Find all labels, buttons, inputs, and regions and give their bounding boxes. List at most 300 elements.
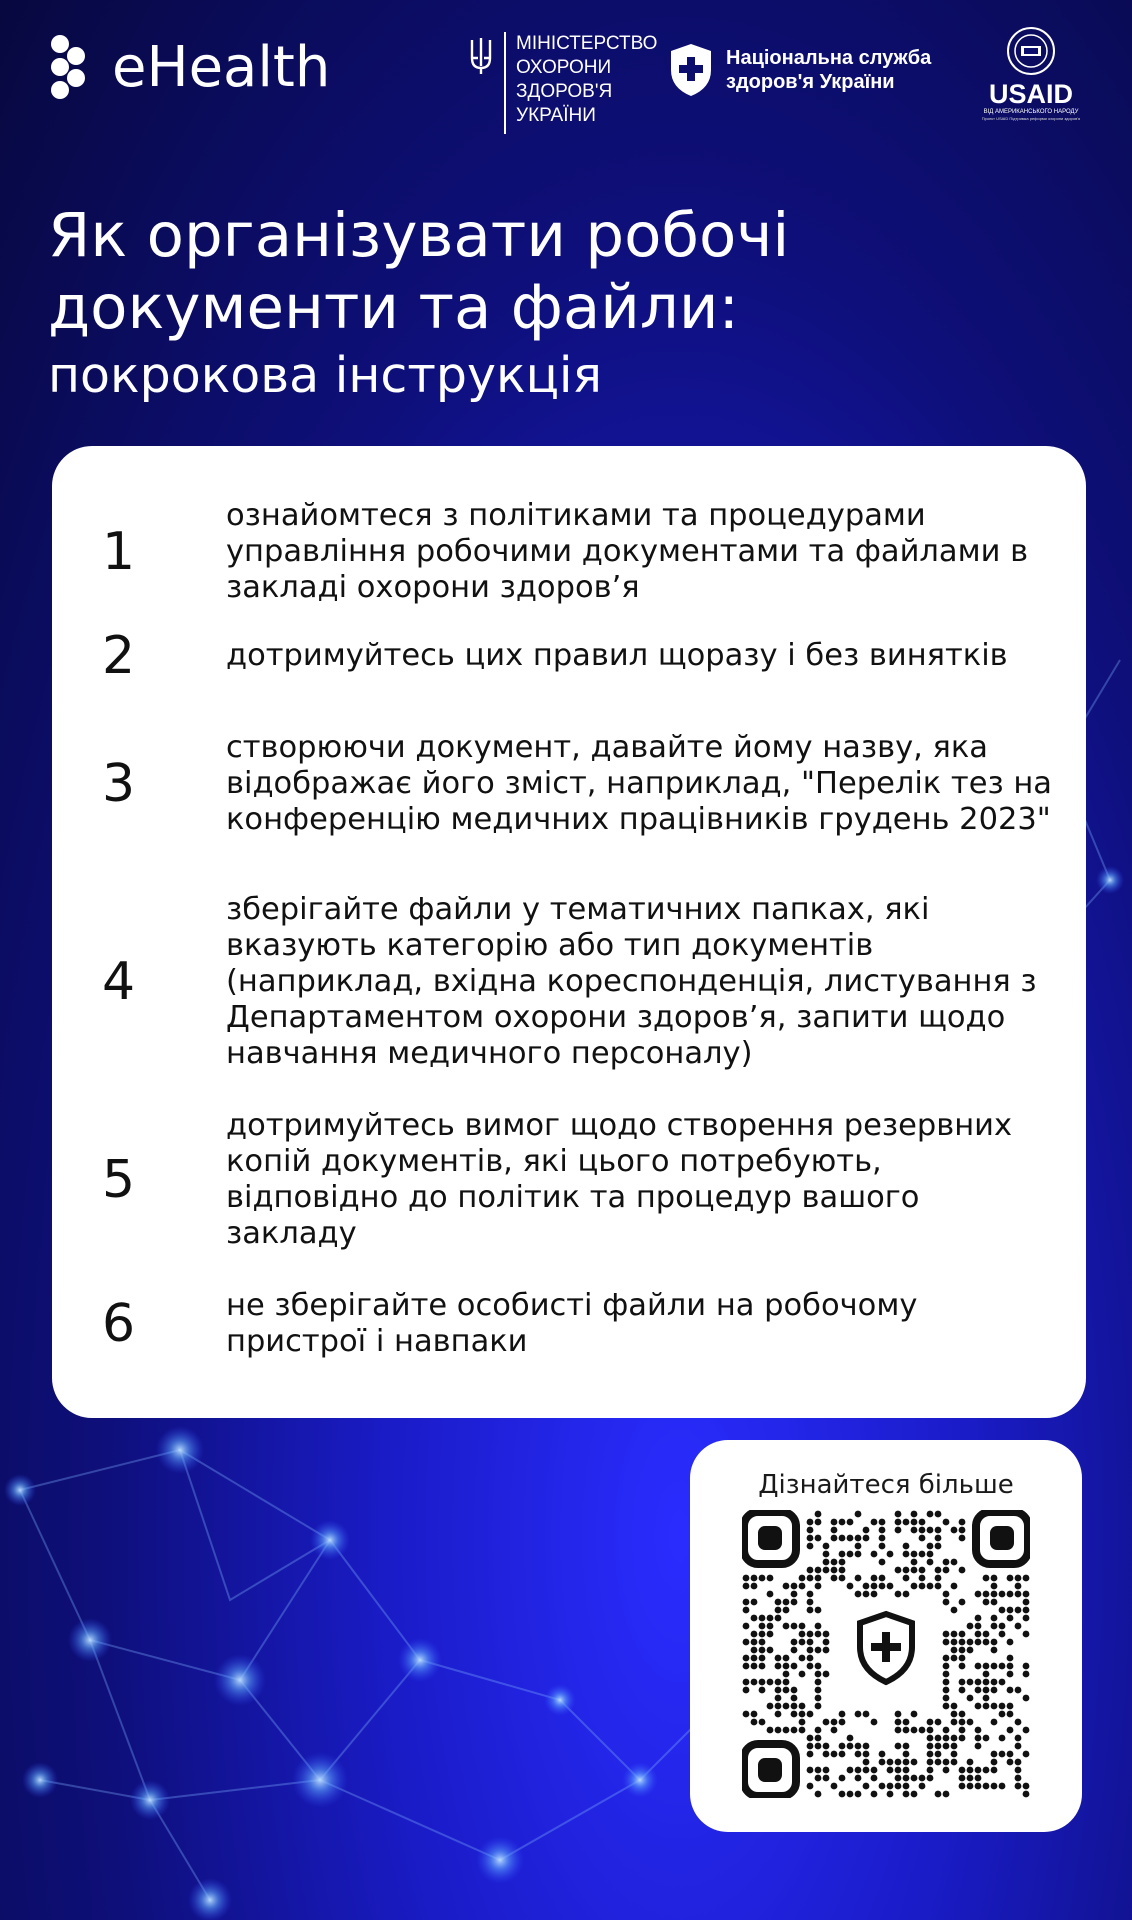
qr-module	[751, 1631, 758, 1638]
qr-module	[815, 1679, 822, 1686]
qr-module	[911, 1711, 918, 1718]
qr-module	[991, 1759, 998, 1766]
qr-module	[871, 1575, 878, 1582]
ministry-text	[516, 32, 657, 128]
qr-module	[831, 1519, 838, 1526]
qr-module	[951, 1735, 958, 1742]
qr-module	[903, 1759, 910, 1766]
qr-module	[903, 1543, 910, 1550]
qr-module	[871, 1791, 878, 1798]
usaid-text: USAID	[988, 79, 1073, 109]
qr-module	[951, 1527, 958, 1534]
qr-module	[775, 1607, 782, 1614]
qr-module	[983, 1735, 990, 1742]
qr-module	[783, 1703, 790, 1710]
qr-module	[855, 1751, 862, 1758]
qr-module	[863, 1535, 870, 1542]
qr-module	[887, 1551, 894, 1558]
qr-finder-core	[758, 1526, 782, 1550]
qr-module	[807, 1711, 814, 1718]
qr-module	[935, 1735, 942, 1742]
qr-module	[943, 1519, 950, 1526]
qr-module	[983, 1687, 990, 1694]
qr-module	[895, 1783, 902, 1790]
step-text: дотримуйтесь цих правил щоразу і без винятків	[226, 638, 1008, 673]
qr-module	[823, 1639, 830, 1646]
qr-module	[959, 1687, 966, 1694]
qr-module	[935, 1743, 942, 1750]
qr-module	[943, 1735, 950, 1742]
qr-module	[751, 1655, 758, 1662]
qr-module	[767, 1575, 774, 1582]
qr-module	[983, 1695, 990, 1702]
qr-code[interactable]	[742, 1510, 1030, 1798]
qr-module	[879, 1759, 886, 1766]
qr-module	[823, 1775, 830, 1782]
qr-module	[943, 1655, 950, 1662]
qr-module	[743, 1575, 750, 1582]
qr-module	[799, 1575, 806, 1582]
nszu-line: Національна служба	[726, 47, 932, 69]
qr-module	[943, 1695, 950, 1702]
qr-module	[991, 1783, 998, 1790]
qr-module	[807, 1591, 814, 1598]
qr-module	[807, 1655, 814, 1662]
qr-module	[855, 1591, 862, 1598]
qr-module	[975, 1687, 982, 1694]
qr-module	[935, 1567, 942, 1574]
title-line-2: документи та файли:	[48, 272, 740, 343]
qr-module	[895, 1775, 902, 1782]
qr-module	[975, 1615, 982, 1622]
qr-module	[871, 1719, 878, 1726]
qr-module	[959, 1783, 966, 1790]
qr-module	[887, 1783, 894, 1790]
qr-module	[983, 1631, 990, 1638]
qr-module	[1007, 1615, 1014, 1622]
qr-module	[815, 1607, 822, 1614]
qr-module	[975, 1775, 982, 1782]
qr-module	[911, 1567, 918, 1574]
qr-module	[839, 1719, 846, 1726]
qr-module	[1015, 1583, 1022, 1590]
qr-module	[1015, 1743, 1022, 1750]
qr-module	[783, 1727, 790, 1734]
qr-module	[943, 1591, 950, 1598]
qr-module	[791, 1727, 798, 1734]
qr-module	[983, 1663, 990, 1670]
qr-module	[1007, 1703, 1014, 1710]
qr-module	[919, 1775, 926, 1782]
ministry-line: ОХОРОНИ	[516, 57, 612, 78]
qr-module	[935, 1719, 942, 1726]
qr-module	[791, 1703, 798, 1710]
step-number: 4	[102, 952, 136, 1012]
qr-module	[959, 1631, 966, 1638]
qr-module	[799, 1639, 806, 1646]
qr-module	[807, 1639, 814, 1646]
header	[0, 0, 1132, 150]
qr-module	[1015, 1607, 1022, 1614]
qr-module	[1007, 1639, 1014, 1646]
qr-module	[815, 1663, 822, 1670]
qr-module	[871, 1775, 878, 1782]
qr-module	[927, 1775, 934, 1782]
qr-module	[791, 1687, 798, 1694]
qr-module	[919, 1535, 926, 1542]
qr-module	[823, 1551, 830, 1558]
qr-module	[775, 1727, 782, 1734]
usaid-logo	[976, 26, 1086, 122]
qr-module	[807, 1535, 814, 1542]
steps-card	[52, 446, 1086, 1418]
qr-module	[863, 1743, 870, 1750]
qr-module	[895, 1527, 902, 1534]
qr-module	[903, 1727, 910, 1734]
qr-module	[1023, 1663, 1030, 1670]
qr-module	[815, 1767, 822, 1774]
qr-module	[871, 1591, 878, 1598]
qr-module	[919, 1527, 926, 1534]
qr-module	[855, 1791, 862, 1798]
qr-module	[951, 1559, 958, 1566]
qr-module	[991, 1703, 998, 1710]
qr-module	[943, 1639, 950, 1646]
qr-module	[815, 1535, 822, 1542]
qr-module	[839, 1567, 846, 1574]
qr-finder-core	[758, 1758, 782, 1782]
qr-module	[743, 1623, 750, 1630]
qr-module	[935, 1751, 942, 1758]
qr-module	[951, 1647, 958, 1654]
qr-module	[799, 1671, 806, 1678]
qr-module	[807, 1647, 814, 1654]
step-item	[52, 1108, 1086, 1252]
qr-module	[999, 1663, 1006, 1670]
qr-module	[799, 1623, 806, 1630]
qr-module	[967, 1639, 974, 1646]
qr-module	[863, 1759, 870, 1766]
step-text: зберігайте файли у тематичних папках, які вказують категорію або тип документів (наприклад, вхідна кореспонденція, листування з Департаментом охорони здоров’я, запити щодо навчання медичного персоналу)	[226, 892, 1037, 1071]
qr-module	[807, 1783, 814, 1790]
qr-module	[887, 1759, 894, 1766]
qr-module	[911, 1583, 918, 1590]
qr-module	[823, 1567, 830, 1574]
qr-module	[815, 1695, 822, 1702]
qr-module	[895, 1767, 902, 1774]
qr-module	[783, 1583, 790, 1590]
qr-module	[839, 1751, 846, 1758]
qr-module	[903, 1751, 910, 1758]
qr-module	[927, 1735, 934, 1742]
qr-module	[951, 1639, 958, 1646]
qr-module	[751, 1679, 758, 1686]
qr-module	[927, 1719, 934, 1726]
qr-module	[807, 1519, 814, 1526]
qr-module	[767, 1591, 774, 1598]
qr-module	[775, 1679, 782, 1686]
qr-module	[775, 1599, 782, 1606]
nszu-line: здоров'я України	[726, 71, 895, 93]
qr-module	[791, 1647, 798, 1654]
qr-module	[991, 1591, 998, 1598]
nszu-logo	[668, 42, 931, 98]
qr-module	[911, 1791, 918, 1798]
qr-module	[911, 1527, 918, 1534]
qr-module	[823, 1631, 830, 1638]
step-item	[52, 712, 1086, 856]
qr-module	[767, 1631, 774, 1638]
qr-module	[823, 1559, 830, 1566]
qr-module	[855, 1575, 862, 1582]
qr-module	[751, 1639, 758, 1646]
qr-module	[975, 1767, 982, 1774]
qr-module	[823, 1671, 830, 1678]
qr-module	[775, 1711, 782, 1718]
qr-module	[879, 1527, 886, 1534]
ministry-line: МІНІСТЕРСТВО	[516, 33, 658, 54]
qr-module	[855, 1551, 862, 1558]
shield-plus-icon	[668, 42, 714, 98]
qr-module	[1007, 1671, 1014, 1678]
qr-module	[871, 1551, 878, 1558]
qr-module	[895, 1719, 902, 1726]
qr-module	[903, 1783, 910, 1790]
qr-module	[823, 1767, 830, 1774]
qr-module	[839, 1711, 846, 1718]
qr-module	[895, 1511, 902, 1518]
qr-module	[943, 1663, 950, 1670]
ministry-line: УКРАЇНИ	[516, 105, 596, 126]
qr-module	[1015, 1759, 1022, 1766]
qr-module	[919, 1575, 926, 1582]
qr-module	[919, 1583, 926, 1590]
qr-module	[847, 1791, 854, 1798]
qr-module	[927, 1559, 934, 1566]
qr-module	[1007, 1591, 1014, 1598]
qr-module	[847, 1735, 854, 1742]
qr-module	[927, 1583, 934, 1590]
qr-module	[751, 1719, 758, 1726]
qr-module	[999, 1751, 1006, 1758]
qr-module	[975, 1743, 982, 1750]
qr-module	[991, 1679, 998, 1686]
qr-module	[911, 1519, 918, 1526]
qr-module	[807, 1567, 814, 1574]
qr-module	[1007, 1575, 1014, 1582]
qr-module	[855, 1743, 862, 1750]
qr-module	[847, 1767, 854, 1774]
qr-module	[839, 1551, 846, 1558]
qr-module	[743, 1663, 750, 1670]
qr-module	[959, 1599, 966, 1606]
qr-module	[1007, 1727, 1014, 1734]
qr-module	[903, 1591, 910, 1598]
qr-module	[1015, 1687, 1022, 1694]
qr-module	[783, 1687, 790, 1694]
qr-module	[967, 1767, 974, 1774]
qr-module	[951, 1703, 958, 1710]
qr-module	[799, 1727, 806, 1734]
step-text: дотримуйтесь вимог щодо створення резервних копій документів, які цього потребують, відповідно до політик та процедур вашого закладу	[226, 1108, 1013, 1251]
qr-module	[815, 1735, 822, 1742]
qr-module	[831, 1559, 838, 1566]
qr-module	[1007, 1687, 1014, 1694]
qr-module	[967, 1759, 974, 1766]
qr-module	[999, 1631, 1006, 1638]
qr-module	[895, 1591, 902, 1598]
qr-module	[767, 1647, 774, 1654]
qr-module	[1023, 1695, 1030, 1702]
qr-module	[823, 1751, 830, 1758]
qr-module	[991, 1583, 998, 1590]
page-title	[48, 200, 1088, 408]
qr-module	[943, 1727, 950, 1734]
qr-module	[879, 1583, 886, 1590]
qr-module	[903, 1575, 910, 1582]
qr-module	[855, 1535, 862, 1542]
qr-module	[879, 1559, 886, 1566]
qr-module	[911, 1551, 918, 1558]
qr-module	[831, 1535, 838, 1542]
qr-module	[951, 1631, 958, 1638]
qr-module	[1023, 1599, 1030, 1606]
qr-module	[1007, 1655, 1014, 1662]
qr-module	[1023, 1783, 1030, 1790]
qr-module	[967, 1647, 974, 1654]
qr-module	[807, 1743, 814, 1750]
qr-module	[863, 1527, 870, 1534]
qr-module	[903, 1767, 910, 1774]
qr-module	[831, 1527, 838, 1534]
qr-module	[879, 1519, 886, 1526]
title-subtitle: покрокова інструкція	[48, 347, 603, 404]
qr-module	[751, 1575, 758, 1582]
qr-module	[839, 1791, 846, 1798]
qr-module	[951, 1607, 958, 1614]
qr-module	[839, 1775, 846, 1782]
qr-module	[943, 1631, 950, 1638]
qr-module	[935, 1583, 942, 1590]
qr-module	[815, 1791, 822, 1798]
qr-module	[959, 1727, 966, 1734]
qr-module	[1015, 1591, 1022, 1598]
qr-module	[759, 1679, 766, 1686]
usaid-subtitle: ВІД АМЕРИКАНСЬКОГО НАРОДУ	[983, 109, 1079, 115]
qr-module	[791, 1599, 798, 1606]
qr-module	[903, 1719, 910, 1726]
qr-module	[815, 1631, 822, 1638]
qr-module	[751, 1615, 758, 1622]
qr-module	[927, 1551, 934, 1558]
qr-module	[863, 1711, 870, 1718]
qr-module	[815, 1687, 822, 1694]
qr-module	[815, 1575, 822, 1582]
qr-module	[791, 1663, 798, 1670]
qr-module	[799, 1583, 806, 1590]
qr-module	[1023, 1591, 1030, 1598]
qr-module	[967, 1719, 974, 1726]
qr-module	[991, 1719, 998, 1726]
qr-module	[951, 1711, 958, 1718]
nszu-text	[726, 46, 931, 94]
qr-module	[943, 1559, 950, 1566]
qr-module	[839, 1575, 846, 1582]
qr-module	[1023, 1607, 1030, 1614]
qr-module	[879, 1535, 886, 1542]
qr-module	[991, 1751, 998, 1758]
ehealth-logo-text: eHealth	[112, 34, 331, 100]
qr-module	[759, 1631, 766, 1638]
qr-module	[775, 1703, 782, 1710]
qr-module	[823, 1543, 830, 1550]
step-text: не зберігайте особисті файли на робочому пристрої і навпаки	[226, 1288, 918, 1359]
qr-module	[991, 1599, 998, 1606]
qr-module	[831, 1751, 838, 1758]
qr-module	[807, 1599, 814, 1606]
qr-module	[943, 1671, 950, 1678]
qr-module	[943, 1767, 950, 1774]
step-item	[52, 892, 1086, 1072]
qr-module	[919, 1567, 926, 1574]
qr-module	[783, 1663, 790, 1670]
ehealth-dots-icon	[48, 34, 88, 100]
qr-module	[959, 1639, 966, 1646]
qr-module	[983, 1703, 990, 1710]
qr-module	[815, 1583, 822, 1590]
qr-module	[967, 1679, 974, 1686]
qr-module	[847, 1743, 854, 1750]
qr-module	[743, 1583, 750, 1590]
qr-module	[879, 1783, 886, 1790]
qr-module	[903, 1551, 910, 1558]
qr-module	[743, 1711, 750, 1718]
qr-module	[895, 1519, 902, 1526]
qr-module	[807, 1607, 814, 1614]
qr-module	[943, 1759, 950, 1766]
qr-module	[863, 1751, 870, 1758]
qr-module	[759, 1663, 766, 1670]
qr-module	[879, 1575, 886, 1582]
qr-module	[991, 1623, 998, 1630]
qr-module	[847, 1519, 854, 1526]
qr-module	[743, 1639, 750, 1646]
qr-module	[991, 1767, 998, 1774]
qr-module	[887, 1583, 894, 1590]
qr-module	[759, 1639, 766, 1646]
qr-module	[927, 1727, 934, 1734]
qr-module	[975, 1623, 982, 1630]
qr-module	[943, 1687, 950, 1694]
qr-module	[975, 1703, 982, 1710]
step-number: 5	[102, 1150, 136, 1210]
qr-label: Дізнайтеся більше	[758, 1470, 1014, 1500]
qr-module	[831, 1575, 838, 1582]
qr-module	[1023, 1575, 1030, 1582]
qr-module	[983, 1783, 990, 1790]
qr-module	[783, 1607, 790, 1614]
qr-module	[823, 1647, 830, 1654]
qr-card[interactable]	[690, 1440, 1082, 1832]
qr-module	[903, 1775, 910, 1782]
qr-module	[903, 1519, 910, 1526]
qr-module	[743, 1679, 750, 1686]
qr-module	[991, 1639, 998, 1646]
qr-module	[959, 1767, 966, 1774]
qr-module	[1015, 1623, 1022, 1630]
qr-module	[999, 1783, 1006, 1790]
qr-module	[775, 1615, 782, 1622]
